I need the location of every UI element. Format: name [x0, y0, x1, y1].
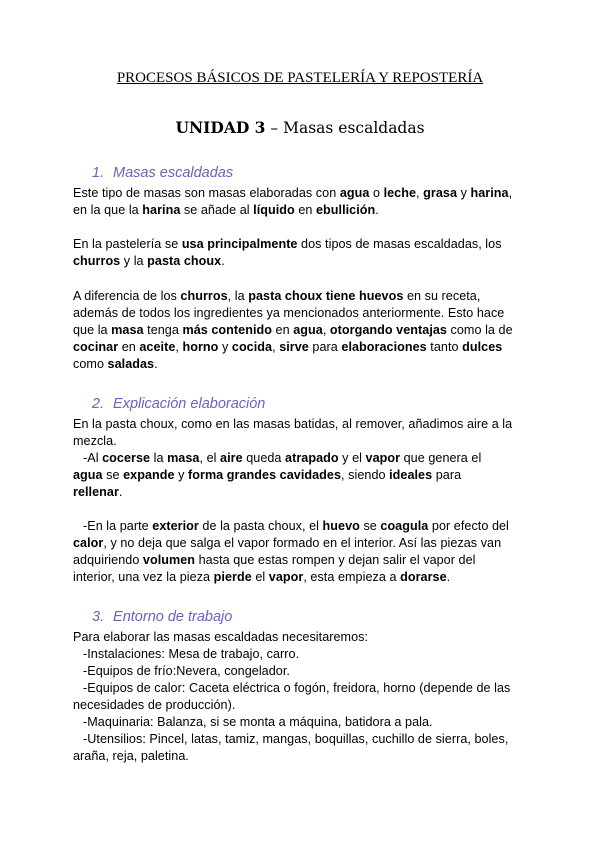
- bold-text: churros: [73, 254, 121, 268]
- text-run: y la: [120, 254, 148, 268]
- section-heading-2: [92, 396, 265, 412]
- document-title: PROCESOS BÁSICOS DE PASTELERÍA Y REPOSTERÍA: [116, 70, 484, 86]
- text-run: como la de: [446, 323, 513, 337]
- text-line: [73, 253, 533, 270]
- bold-text: expande: [123, 468, 175, 482]
- bold-text: exterior: [152, 519, 199, 533]
- section-number: 1.: [92, 165, 105, 181]
- bold-text: masa: [167, 451, 200, 465]
- text-run: , el: [199, 451, 221, 465]
- text-line: [73, 202, 533, 219]
- list-item: -Equipos de frío:Nevera, congelador.: [83, 664, 290, 678]
- text-line: [73, 518, 533, 535]
- bold-text: ideales: [389, 468, 433, 482]
- bold-text: leche: [383, 186, 417, 200]
- bold-text: pasta choux: [147, 254, 222, 268]
- bold-text: vapor: [365, 451, 401, 465]
- bold-text: agua: [339, 186, 370, 200]
- text-run: ,: [272, 340, 280, 354]
- bold-text: volumen: [142, 553, 196, 567]
- text-run: .: [118, 485, 123, 499]
- text-run: , esta empieza a: [303, 570, 401, 584]
- equipment-list: [73, 629, 533, 765]
- text-line: [73, 305, 533, 322]
- bold-text: grasa: [423, 186, 458, 200]
- text-run: en la que la: [73, 203, 143, 217]
- text-run: en su receta,: [403, 289, 481, 303]
- bold-text: horno: [182, 340, 219, 354]
- text-line: [73, 569, 533, 586]
- bold-text: agua: [293, 323, 323, 337]
- text-run: el: [251, 570, 269, 584]
- text-run: A diferencia de los: [73, 289, 181, 303]
- bold-text: saladas: [107, 357, 155, 371]
- text-run: se: [102, 468, 124, 482]
- text-run: .: [446, 570, 451, 584]
- text-run: .: [154, 357, 158, 371]
- text-line: [73, 322, 533, 339]
- text-run: la: [150, 451, 168, 465]
- paragraph-s1-3: [73, 288, 533, 373]
- list-item: -Equipos de calor: Caceta eléctrica o fogón, freidora, horno (depende de las: [83, 681, 511, 695]
- text-line: [73, 288, 533, 305]
- text-run: en: [118, 340, 140, 354]
- text-run: .: [375, 203, 379, 217]
- section-title: Entorno de trabajo: [113, 609, 233, 625]
- text-run: En la pasta choux, como en las masas batidas, al remover, añadimos aire a la: [73, 417, 513, 431]
- list-item: -Utensilios: Pincel, latas, tamiz, mangas, boquillas, cuchillo de sierra, boles,: [83, 732, 509, 746]
- text-run: interior, una vez la pieza: [73, 570, 214, 584]
- text-run: y el: [338, 451, 366, 465]
- text-run: por efecto del: [428, 519, 509, 533]
- text-run: se añade al: [180, 203, 254, 217]
- bold-text: pierde: [213, 570, 252, 584]
- bold-text: churros: [180, 289, 228, 303]
- text-run: en: [272, 323, 294, 337]
- text-run: de la pasta choux, el: [198, 519, 323, 533]
- unit-label: UNIDAD 3: [175, 118, 266, 137]
- paragraph-s1-1: [73, 185, 533, 219]
- text-run: que la: [73, 323, 112, 337]
- text-run: adquiriendo: [73, 553, 143, 567]
- text-line: [73, 552, 533, 569]
- text-run: ,: [416, 186, 424, 200]
- bold-text: dorarse: [400, 570, 447, 584]
- text-line: [73, 467, 533, 484]
- bold-text: cocinar: [73, 340, 119, 354]
- text-run: que genera el: [400, 451, 482, 465]
- section-number: 2.: [92, 396, 105, 412]
- bold-text: rellenar: [73, 485, 119, 499]
- text-run: , y no deja que salga el vapor formado en el interior. Así las piezas van: [103, 536, 502, 550]
- text-run: ,: [508, 186, 513, 200]
- text-line: [73, 236, 533, 253]
- section-number: 3.: [92, 609, 105, 625]
- bold-text: coagula: [380, 519, 429, 533]
- section-heading-1: [92, 165, 233, 181]
- bold-text: otorgando ventajas: [329, 323, 447, 337]
- text-run: y: [174, 468, 188, 482]
- text-run: Este tipo de masas son masas elaboradas con: [73, 186, 340, 200]
- text-run: mezcla.: [73, 434, 117, 448]
- text-run: y: [457, 186, 471, 200]
- list-item-continuation: necesidades de producción).: [73, 698, 236, 712]
- text-run: hasta que estas rompen y dejan salir el vapor del: [195, 553, 476, 567]
- text-run: como: [73, 357, 108, 371]
- bold-text: vapor: [268, 570, 304, 584]
- paragraph-s1-2: [73, 236, 533, 270]
- text-line: [73, 535, 533, 552]
- text-run: además de todos los ingredientes ya mencionados anteriormente. Esto hace: [73, 306, 505, 320]
- text-run: o: [369, 186, 384, 200]
- text-run: queda: [242, 451, 286, 465]
- bold-text: agua: [73, 468, 103, 482]
- bold-text: forma grandes cavidades: [188, 468, 342, 482]
- text-line: [73, 433, 533, 450]
- bold-text: líquido: [253, 203, 295, 217]
- bold-text: dulces: [462, 340, 503, 354]
- bold-text: sirve: [279, 340, 309, 354]
- text-run: tenga: [143, 323, 183, 337]
- bold-text: harina: [142, 203, 181, 217]
- bold-text: más contenido: [182, 323, 272, 337]
- bold-text: harina: [470, 186, 509, 200]
- section-title: Explicación elaboración: [113, 396, 266, 412]
- text-run: y: [218, 340, 232, 354]
- bold-text: huevo: [322, 519, 360, 533]
- text-run: -En la parte: [83, 519, 153, 533]
- bold-text: masa: [111, 323, 144, 337]
- text-line: [73, 185, 533, 202]
- list-intro: Para elaborar las masas escaldadas necesitaremos:: [73, 630, 369, 644]
- paragraph-s2-2: [73, 450, 533, 501]
- bold-text: elaboraciones: [341, 340, 427, 354]
- text-run: En la pastelería se: [73, 237, 182, 251]
- text-line: [73, 450, 533, 467]
- unit-name: Masas escaldadas: [283, 119, 425, 137]
- text-line: [73, 356, 533, 373]
- list-item-continuation: araña, reja, paletina.: [73, 749, 189, 763]
- text-line: [73, 484, 533, 501]
- bold-text: ebullición: [316, 203, 376, 217]
- bold-text: cocerse: [102, 451, 151, 465]
- list-item: -Instalaciones: Mesa de trabajo, carro.: [83, 647, 300, 661]
- text-run: ,: [175, 340, 183, 354]
- unit-title: [0, 118, 600, 137]
- paragraph-s2-1: [73, 416, 533, 450]
- paragraph-s2-3: [73, 518, 533, 586]
- section-heading-3: [92, 609, 232, 625]
- text-line: [73, 339, 533, 356]
- text-run: para: [432, 468, 462, 482]
- bold-text: aire: [220, 451, 243, 465]
- text-run: , siendo: [341, 468, 390, 482]
- text-run: en: [294, 203, 316, 217]
- bold-text: pasta choux tiene huevos: [248, 289, 404, 303]
- text-line: [73, 416, 533, 433]
- text-run: .: [221, 254, 225, 268]
- text-run: ,: [322, 323, 330, 337]
- unit-separator: –: [265, 119, 284, 137]
- text-run: tanto: [426, 340, 463, 354]
- text-run: para: [308, 340, 342, 354]
- bold-text: cocida: [231, 340, 273, 354]
- bold-text: calor: [73, 536, 104, 550]
- bold-text: aceite: [139, 340, 176, 354]
- section-title: Masas escaldadas: [113, 165, 234, 181]
- list-item: -Maquinaria: Balanza, si se monta a máquina, batidora a pala.: [83, 715, 433, 729]
- text-run: dos tipos de masas escaldadas, los: [297, 237, 502, 251]
- text-run: , la: [227, 289, 249, 303]
- text-run: se: [359, 519, 381, 533]
- text-run: -Al: [83, 451, 103, 465]
- bold-text: usa principalmente: [181, 237, 298, 251]
- bold-text: atrapado: [285, 451, 339, 465]
